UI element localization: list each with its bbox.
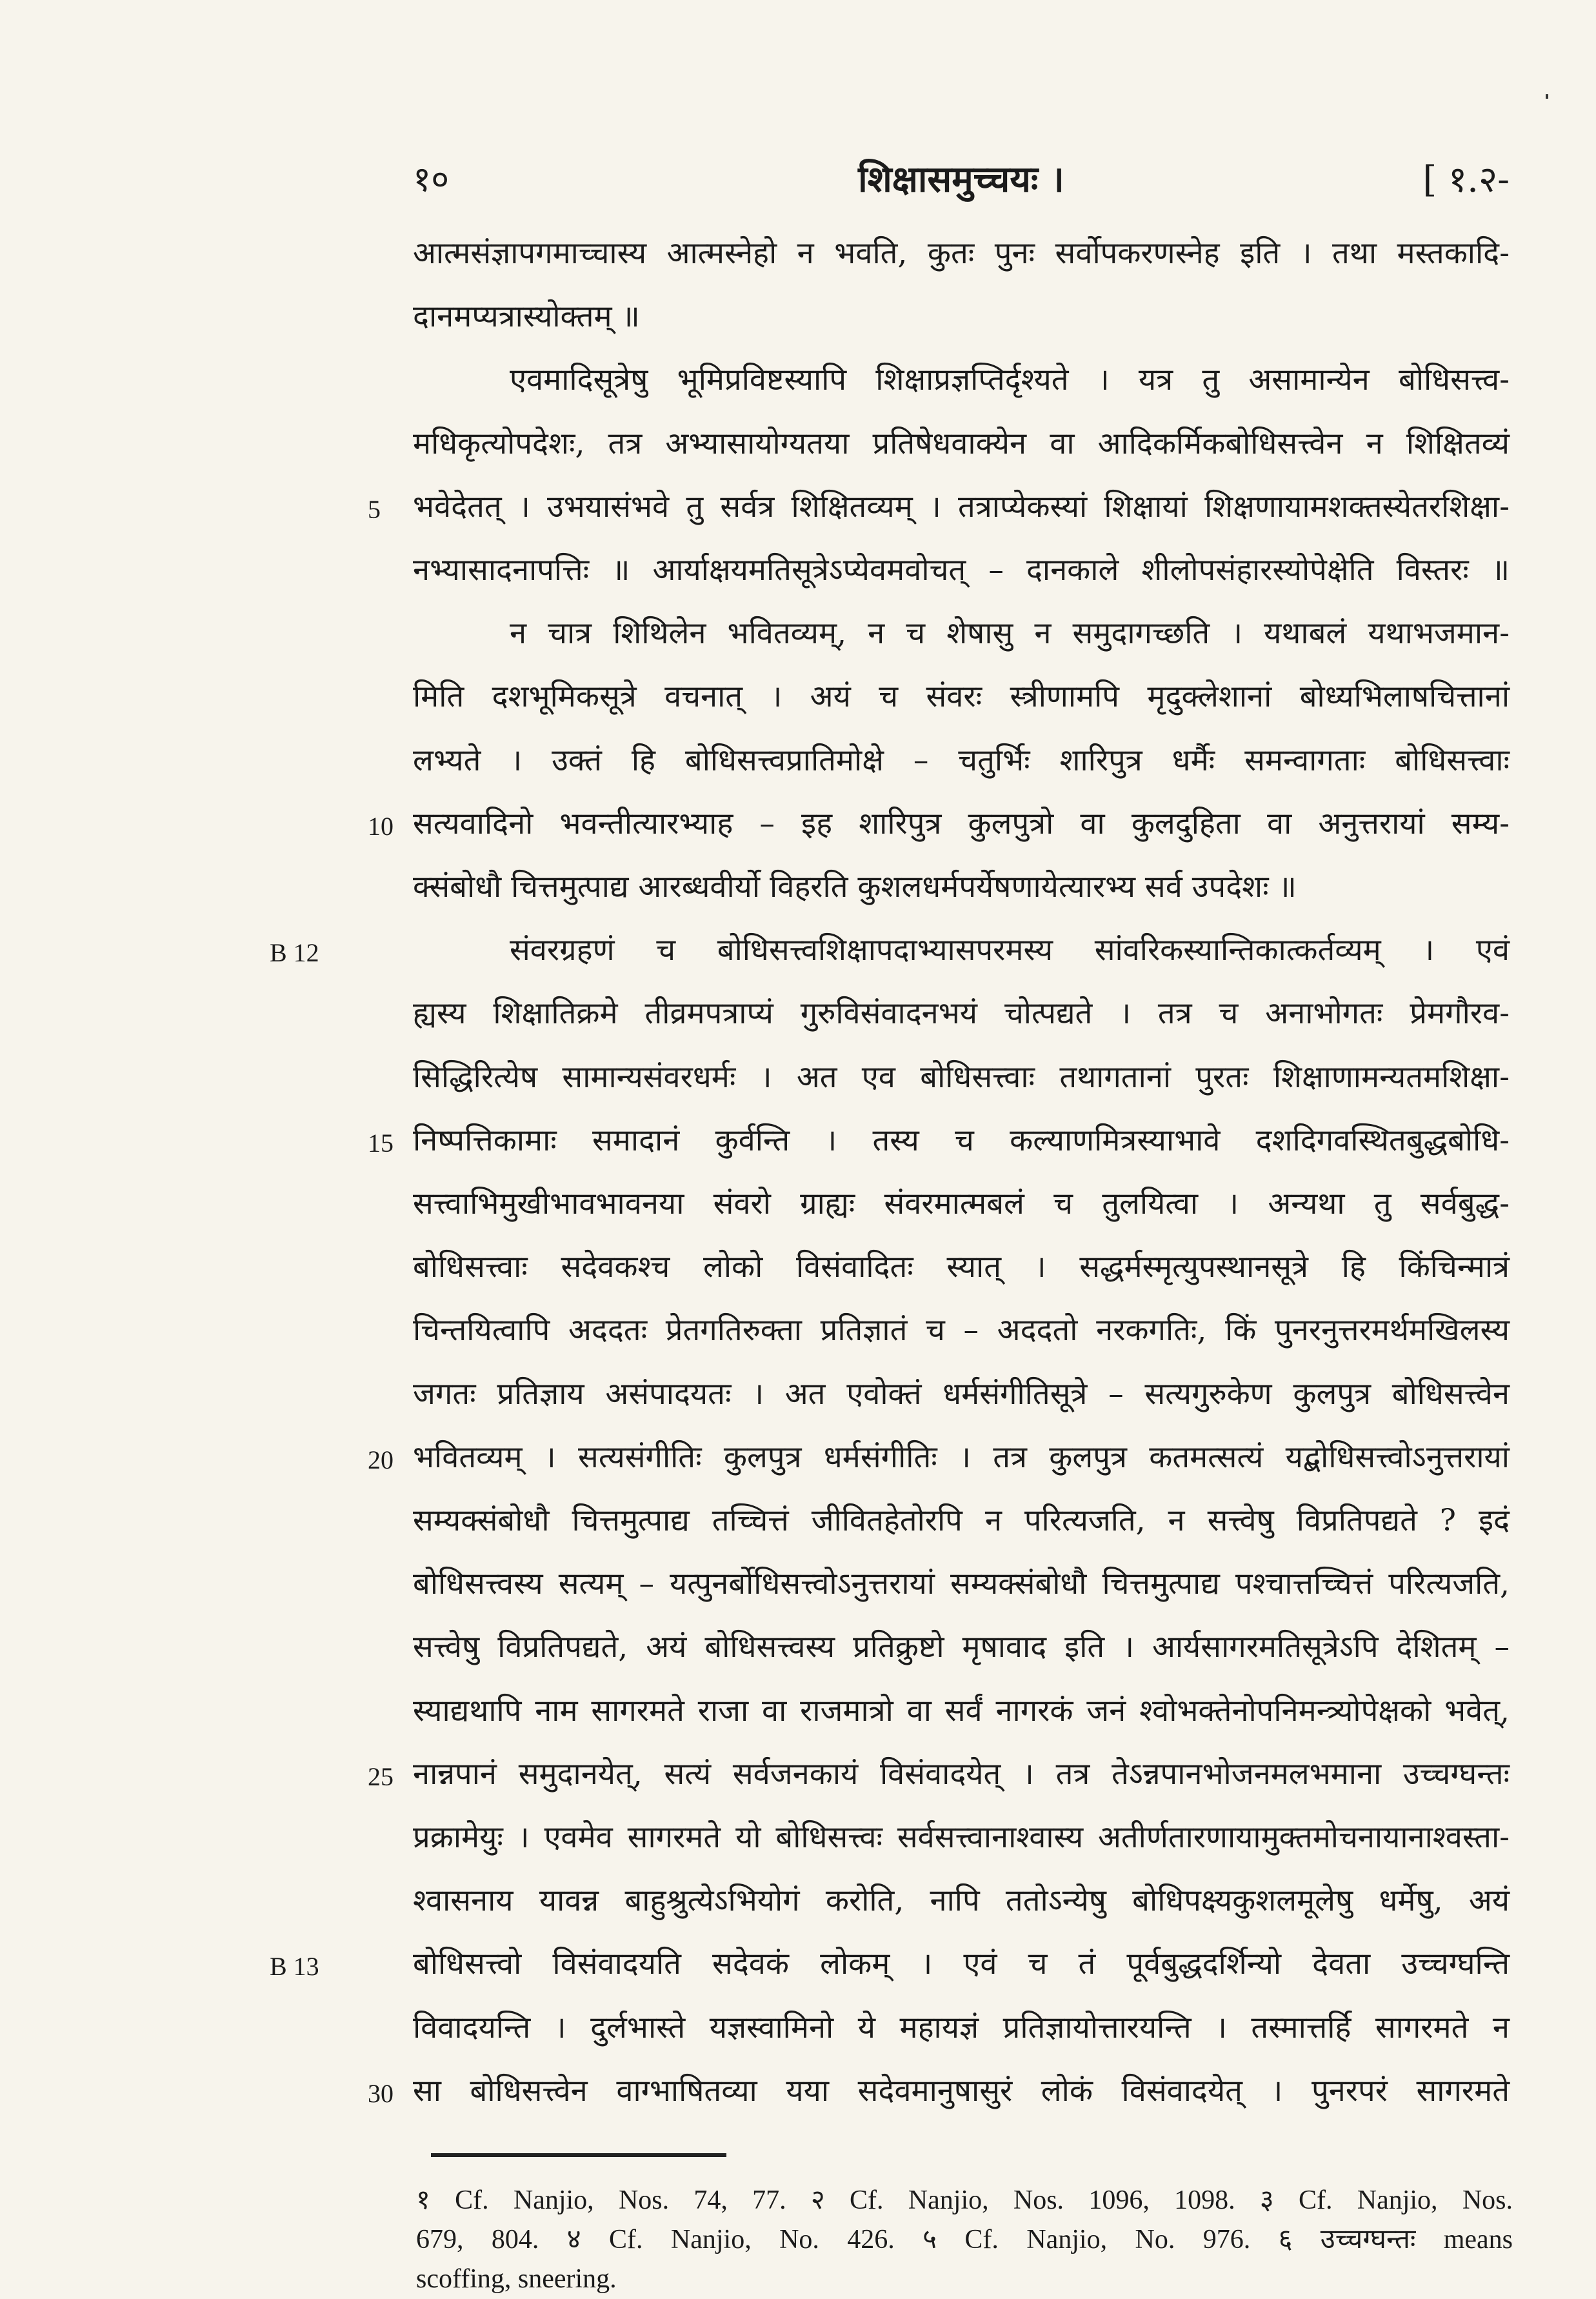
text-line: मिति दशभूमिकसूत्रे वचनात् । अयं च संवरः स्त्रीणामपि मृदुक्लेशानां बोध्यभिलाषचित्तानां: [413, 679, 1510, 714]
text-line: संवरग्रहणं च बोधिसत्त्वशिक्षापदाभ्यासपरमस्य सांवरिकस्यान्तिकात्कर्तव्यम् । एवं: [510, 932, 1510, 968]
text-line: चिन्तयित्वापि अददतः प्रेतगतिरुक्ता प्रतिज्ञातं च – अददतो नरकगतिः, किं पुनरनुत्तरमर्थमखिलस्य: [413, 1312, 1510, 1348]
text-line: सम्यक्संबोधौ चित्तमुत्पाद्य तच्चित्तं जीवितहेतोरपि न परित्यजति, न सत्त्वेषु विप्रतिपद्यते ? इदं: [413, 1503, 1510, 1538]
text-line: मधिकृत्योपदेशः, तत्र अभ्यासायोग्यतया प्रतिषेधवाक्येन वा आदिकर्मिकबोधिसत्त्वेन न शिक्षितव्यं: [413, 426, 1510, 461]
text-line: प्रक्रामेयुः । एवमेव सागरमते यो बोधिसत्त्वः सर्वसत्त्वानाश्वास्य अतीर्णतारणायामुक्तमोचनायानाश्वस्ता-: [413, 1820, 1510, 1855]
margin-reference: B 12: [270, 938, 319, 967]
text-line: दानमप्यत्रास्योक्तम् ॥: [413, 299, 640, 334]
text-line: आत्मसंज्ञापगमाच्चास्य आत्मस्नेहो न भवति, कुतः पुनः सर्वोपकरणस्नेह इति । तथा मस्तकादि-: [413, 236, 1510, 271]
line-number: 30: [368, 2079, 394, 2108]
footnotes: [416, 2181, 1513, 2299]
text-line: श्वासनाय यावन्न बाहुश्रुत्येऽभियोगं करोति, नापि ततोऽन्येषु बोधिपक्ष्यकुशलमूलेषु धर्मेषु, अयं: [413, 1883, 1510, 1918]
text-line: जगतः प्रतिज्ञाय असंपादयतः । अत एवोक्तं धर्मसंगीतिसूत्रे – सत्यगुरुकेण कुलपुत्र बोधिसत्त्वेन: [413, 1376, 1510, 1412]
text-line: लभ्यते । उक्तं हि बोधिसत्त्वप्रातिमोक्षे – चतुर्भिः शारिपुत्र धर्मैः समन्वागताः बोधिसत्त्वाः: [413, 743, 1510, 778]
text-line: भवितव्यम् । सत्यसंगीतिः कुलपुत्र धर्मसंगीतिः । तत्र कुलपुत्र कतमत्सत्यं यद्बोधिसत्त्वोऽनुत्तरायां: [413, 1440, 1510, 1475]
line-number: 15: [368, 1129, 394, 1158]
text-line: एवमादिसूत्रेषु भूमिप्रविष्टस्यापि शिक्षाप्रज्ञप्तिर्दृश्यते । यत्र तु असामान्येन बोधिसत्त्व-: [510, 362, 1510, 397]
text-line: सत्यवादिनो भवन्तीत्यारभ्याह – इह शारिपुत्र कुलपुत्रो वा कुलदुहिता वा अनुत्तरायां सम्य-: [413, 806, 1510, 841]
text-line: न चात्र शिथिलेन भवितव्यम्, न च शेषासु न समुदागच्छति । यथाबलं यथाभजमान-: [510, 616, 1510, 651]
footnote-line: १ Cf. Nanjio, Nos. 74, 77. २ Cf. Nanjio, Nos. 1096, 1098. ३ Cf. Nanjio, Nos.: [416, 2185, 1513, 2215]
text-line: सा बोधिसत्त्वेन वाग्भाषितव्या यया सदेवमानुषासुरं लोकं विसंवादयेत् । पुनरपरं सागरमते: [413, 2073, 1510, 2109]
page-number: १०: [413, 159, 450, 199]
line-number: 20: [368, 1445, 394, 1474]
footnote-line: 679, 804. ४ Cf. Nanjio, No. 426. ५ Cf. Nanjio, No. 976. ६ उच्चग्घन्तः means: [416, 2224, 1513, 2254]
text-line: बोधिसत्त्वस्य सत्यम् – यत्पुनर्बोधिसत्त्वोऽनुत्तरायां सम्यक्संबोधौ चित्तमुत्पाद्य पश्चात्तच्चित्तं परित्यजति,: [413, 1566, 1510, 1601]
footnote-rule: [431, 2153, 726, 2157]
text-line: स्याद्यथापि नाम सागरमते राजा वा राजमात्रो वा सर्वं नागरकं जनं श्वोभक्तेनोपनिमन्त्र्योपेक्षको भवेत्,: [413, 1693, 1510, 1729]
text-line: सत्त्वाभिमुखीभावभावनया संवरो ग्राह्यः संवरमात्मबलं च तुलयित्वा । अन्यथा तु सर्वबुद्ध-: [413, 1186, 1510, 1221]
margin-reference: B 13: [270, 1952, 319, 1981]
text-line: विवादयन्ति । दुर्लभास्ते यज्ञस्वामिनो ये महायज्ञं प्रतिज्ञायोत्तारयन्ति । तस्मात्तर्हि सागरमते न: [413, 2010, 1510, 2045]
line-number: 10: [368, 812, 394, 841]
section-reference: [ १.२-: [1422, 159, 1510, 201]
text-line: निष्पत्तिकामाः समादानं कुर्वन्ति । तस्य च कल्याणमित्रस्याभावे दशदिगवस्थितबुद्धबोधि-: [413, 1123, 1510, 1158]
footnote-line: scoffing, sneering.: [416, 2264, 617, 2294]
text-line: नभ्यासादनापत्तिः ॥ आर्याक्षयमतिसूत्रेऽप्येवमवोचत् – दानकाले शीलोपसंहारस्योपेक्षेति विस्तरः ॥: [413, 552, 1510, 588]
line-number: 25: [368, 1762, 394, 1791]
text-line: सिद्धिरित्येष सामान्यसंवरधर्मः । अत एव बोधिसत्त्वाः तथागतानां पुरतः शिक्षाणामन्यतमशिक्षा-: [413, 1059, 1510, 1095]
text-line: क्संबोधौ चित्तमुत्पाद्य आरब्धवीर्यो विहरति कुशलधर्मपर्येषणायेत्यारभ्य सर्व उपदेशः ॥: [413, 869, 1297, 905]
text-line: बोधिसत्त्वाः सदेवकश्च लोको विसंवादितः स्यात् । सद्धर्मस्मृत्युपस्थानसूत्रे हि किंचिन्मात्रं: [413, 1249, 1510, 1285]
running-title: शिक्षासमुच्चयः ।: [858, 158, 1064, 201]
text-line: बोधिसत्त्वो विसंवादयति सदेवकं लोकम् । एवं च तं पूर्वबुद्धदर्शिन्यो देवता उच्चग्घन्ति: [413, 1946, 1510, 1982]
line-number: 5: [368, 495, 381, 524]
page-header: [413, 154, 1510, 205]
text-line: ह्यस्य शिक्षातिक्रमे तीव्रमपत्राप्यं गुरुविसंवादनभयं चोत्पद्यते । तत्र च अनाभोगतः प्रेमगौरव-: [413, 996, 1510, 1031]
text-line: नान्नपानं समुदानयेत्, सत्यं सर्वजनकायं विसंवादयेत् । तत्र तेऽन्नपानभोजनमलभमाना उच्चग्घन्तः: [413, 1756, 1510, 1792]
text-line: सत्त्वेषु विप्रतिपद्यते, अयं बोधिसत्त्वस्य प्रतिक्रुष्टो मृषावाद इति । आर्यसागरमतिसूत्रेऽपि देशितम् –: [413, 1629, 1510, 1665]
text-line: भवेदेतत् । उभयासंभवे तु सर्वत्र शिक्षितव्यम् । तत्राप्येकस्यां शिक्षायां शिक्षणायामशक्तस्येतरशिक्षा-: [413, 489, 1510, 525]
stray-mark: [1546, 94, 1548, 99]
